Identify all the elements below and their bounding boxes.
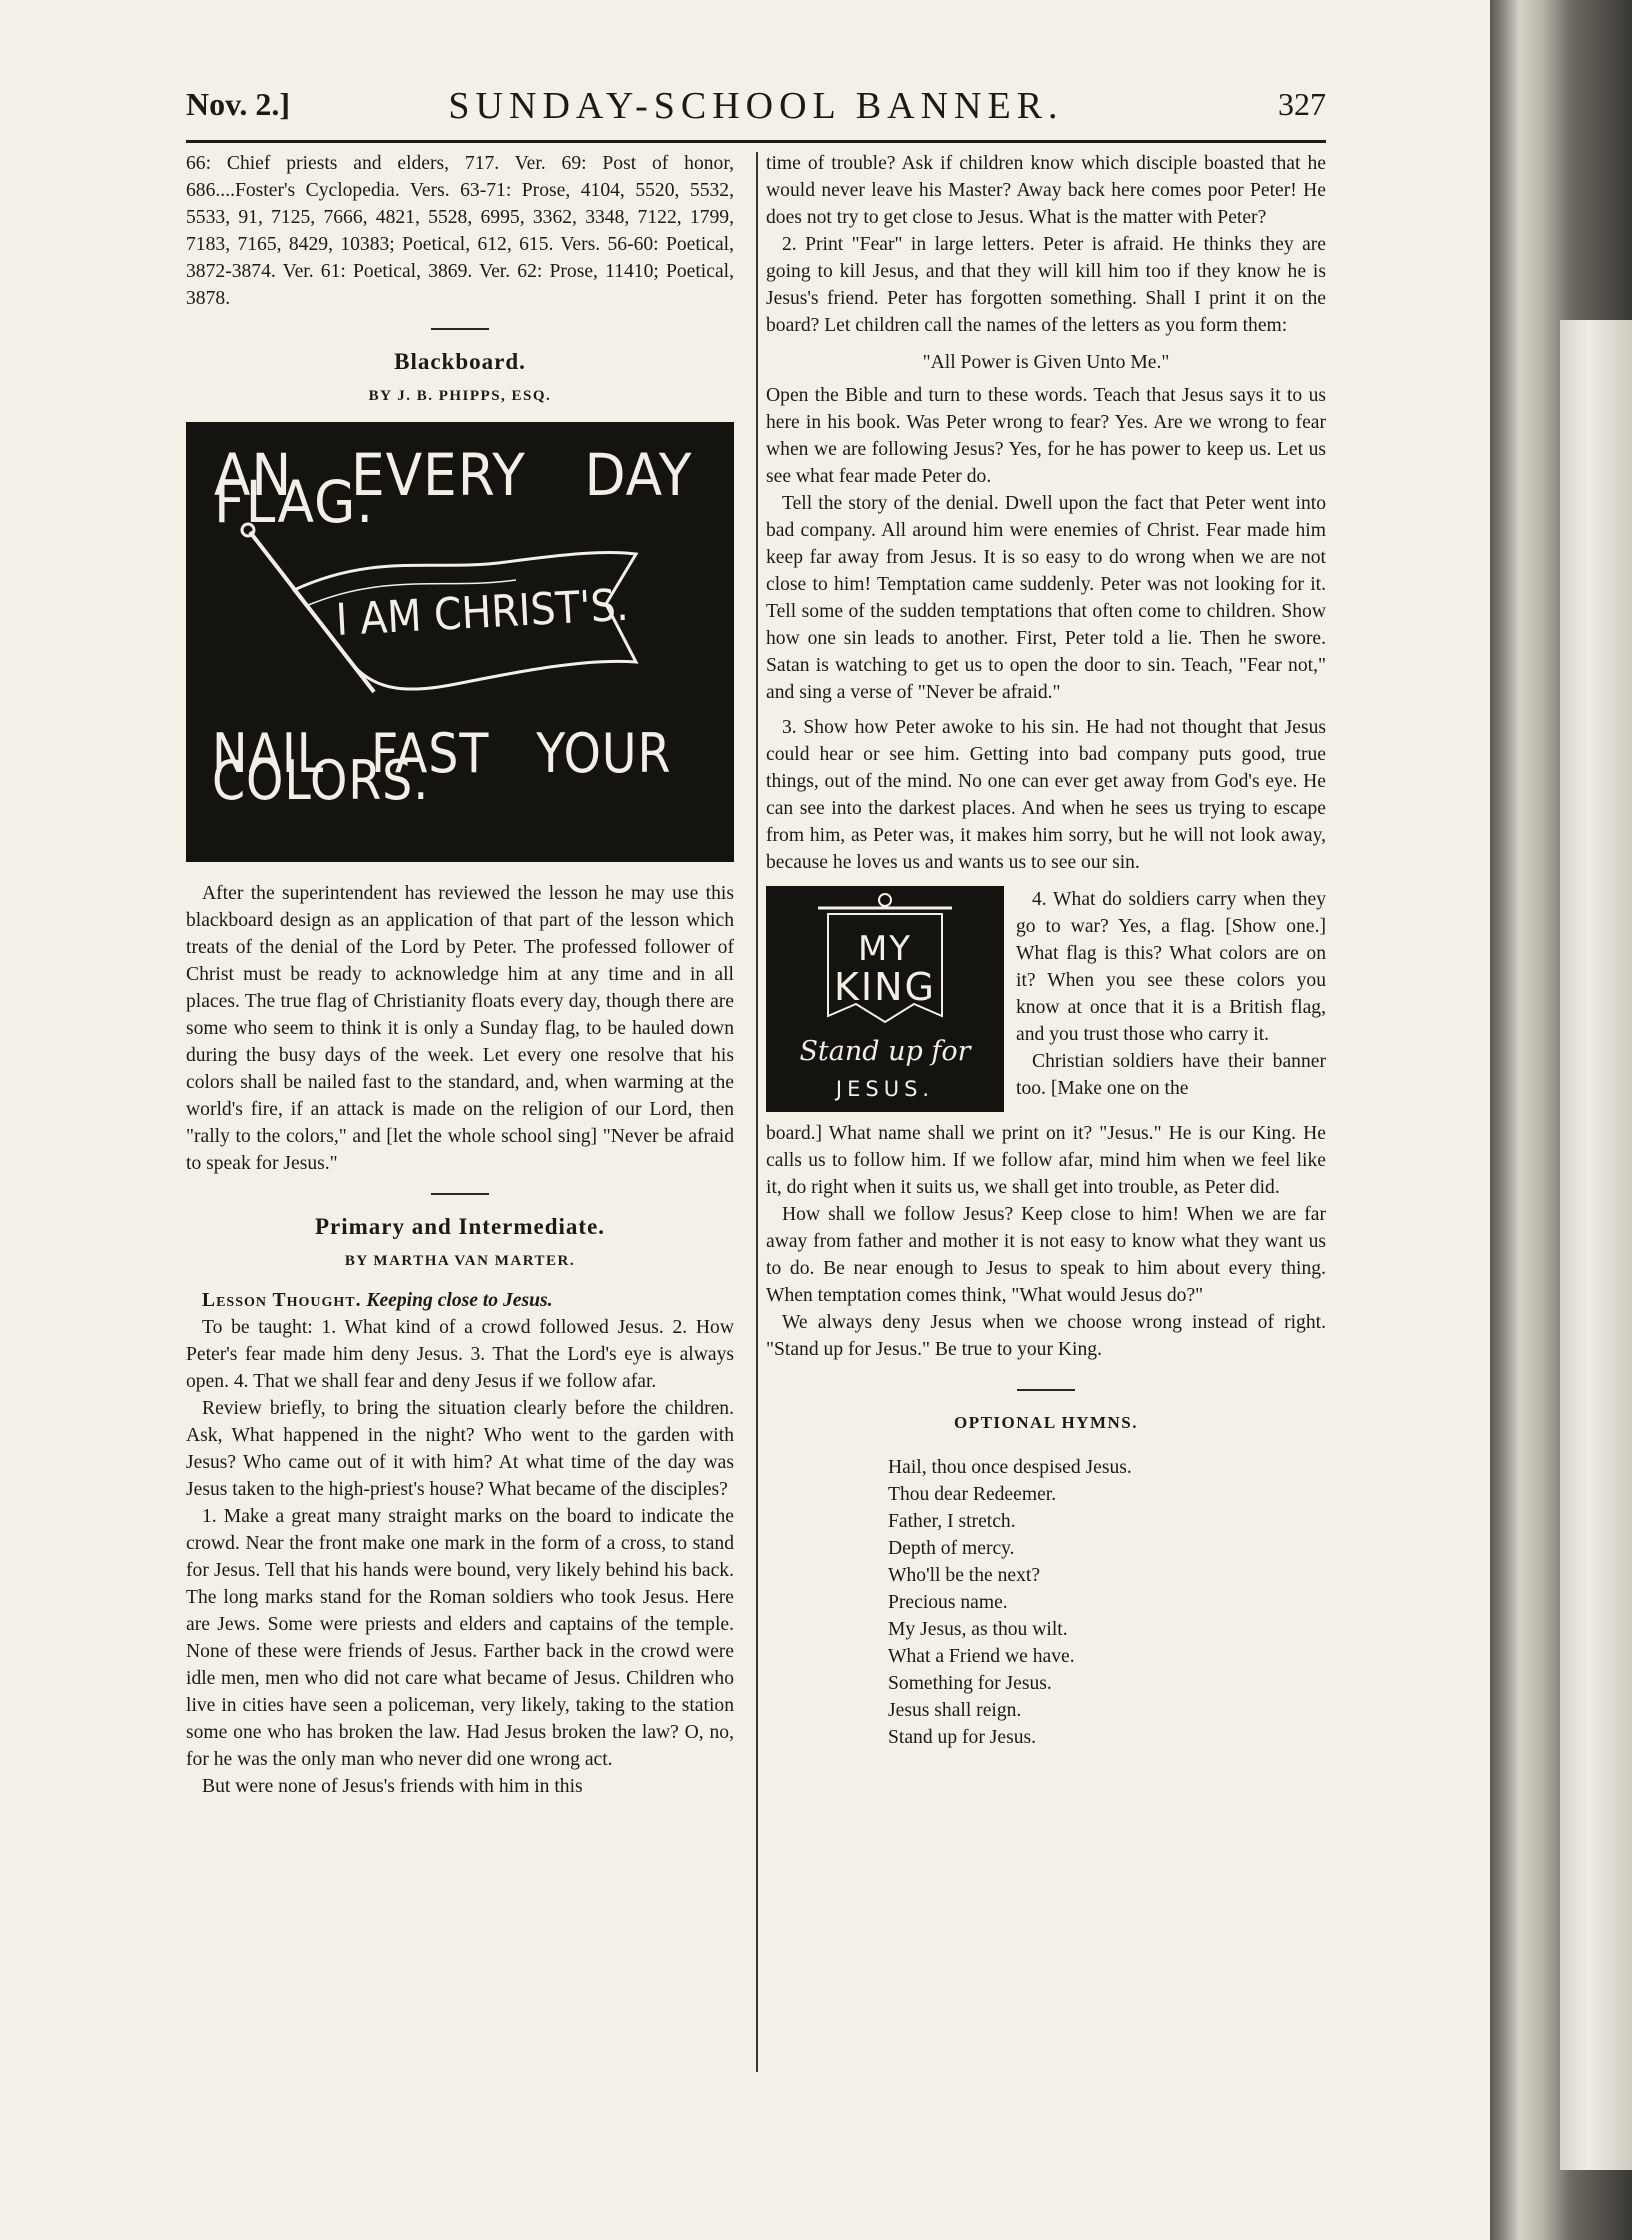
right-column — [766, 150, 1326, 1751]
list-item: Who'll be the next? — [888, 1565, 1041, 1586]
hymn-list — [766, 1454, 1326, 1751]
paragraph: To be taught: 1. What kind of a crowd followed Jesus. 2. How Peter's fear made him deny Jesus. 3. That the Lord's eye is always open. 4. That we shall fear and deny Jesus if we follow afar. — [186, 1317, 734, 1392]
paragraph: 1. Make a great many straight marks on the board to indicate the crowd. Near the front make one mark in the form of a cross, to stand for Jesus. Tell that his hands were bound, very likely behind his back. The long marks stand for the Roman soldiers who took Jesus. Here are Jews. Some were priests and elders and captains of the temple. None of these were friends of Jesus. Farther back in the crowd were idle men, men who did not care what became of Jesus. Children who live in cities have seen a policeman, very likely, taking to the station some one who has broken the law. Had Jesus broken the law? O, no, for he was the only man who never did one wrong act. — [186, 1506, 734, 1770]
list-item: Precious name. — [888, 1592, 1008, 1613]
blackboard-line-2: I AM CHRIST'S. — [334, 579, 630, 646]
paragraph: We always deny Jesus when we choose wrong instead of right. "Stand up for Jesus." Be true to your King. — [766, 1312, 1326, 1360]
masthead-title: SUNDAY-SCHOOL BANNER. — [448, 85, 1064, 127]
cyclopedia-references: 66: Chief priests and elders, 717. Ver. 69: Post of honor, 686....Foster's Cyclopedia. Vers. 63-71: Prose, 4104, 5520, 5532, 5533, 91, 7125, 7666, 4821, 5528, 6995, 3362, 3348, 7122, 1799, 7183, 7165, 8429, 10383; Poetical, 612, 615. Vers. 56-60: Poetical, 3872-3874. Ver. 61: Poetical, 3869. Ver. 62: Prose, 11410; Poetical, 3878. — [186, 153, 734, 309]
paragraph: Review briefly, to bring the situation clearly before the children. Ask, What happened in the night? Who went to the garden with Jesus? Who came out of it with him? At what time of the day was Jesus taken to the high-priest's house? What became of the disciples? — [186, 1398, 734, 1500]
list-item: Thou dear Redeemer. — [888, 1484, 1057, 1505]
header-rule — [186, 140, 1326, 143]
king-section — [766, 886, 1326, 1116]
lesson-thought — [186, 1287, 734, 1314]
page-number: 327 — [1278, 86, 1326, 122]
paragraph: 4. What do soldiers carry when they go to war? Yes, a flag. [Show one.] What flag is this? What colors are on it? When you see these colors you know at once that it is a British flag, and you trust those who carry it. — [1016, 889, 1326, 1045]
blackboard-body: After the superintendent has reviewed the lesson he may use this blackboard design as an application of that part of the lesson which treats of the denial of the Lord by Peter. The professed follower of Christ must be ready to acknowledge him at any time and in all places. The true flag of Christianity floats every day, though there are some who seem to think it is only a Sunday flag, to be hauled down during the busy days of the week. Let every one resolve that his colors shall be nailed fast to the standard, and, when warming at the world's fire, if an attack is made on the religion of our Lord, then "rally to the colors," and [let the whole school sing] "Never be afraid to speak for Jesus." — [186, 883, 734, 1174]
my-king-illustration — [766, 886, 1004, 1112]
list-item: Stand up for Jesus. — [888, 1727, 1037, 1748]
paragraph: Tell the story of the denial. Dwell upon the fact that Peter went into bad company. All around him were enemies of Christ. Fear made him keep far away from Jesus. It is so easy to do wrong when we are not close to him! Temptation came suddenly. Peter was not looking for it. Tell some of the sudden temptations that often come to children. Show how one sin leads to another. First, Peter told a lie. Then he swore. Satan is watching to get us to open the door to sin. Teach, "Fear not," and sing a verse of "Never be afraid." — [766, 493, 1326, 703]
paragraph: Christian soldiers have their banner too. [Make one on the — [1016, 1051, 1326, 1099]
left-column — [186, 150, 734, 1800]
paragraph: board.] What name shall we print on it? "Jesus." He is our King. He calls us to follow him. If we follow afar, mind him when we feel like it, do right when it suits us, we shall get into trouble, as Peter did. — [766, 1123, 1326, 1198]
paragraph: How shall we follow Jesus? Keep close to him! When we are far away from father and mother it is not easy to know what they want us to do. Be near enough to Jesus to speak to him about every thing. When temptation comes think, "What would Jesus do?" — [766, 1204, 1326, 1306]
primary-byline: BY MARTHA VAN MARTER. — [344, 1253, 576, 1269]
page-header — [186, 78, 1326, 138]
paragraph: But were none of Jesus's friends with him in this — [202, 1776, 583, 1797]
king-board-line-1: MY — [857, 929, 913, 969]
blackboard-line-1: AN EVERY DAY FLAG. — [214, 441, 693, 536]
list-item: Father, I stretch. — [888, 1511, 1016, 1532]
king-board-line-2: KING — [834, 965, 936, 1009]
list-item: Something for Jesus. — [888, 1673, 1052, 1694]
hymns-title: OPTIONAL HYMNS. — [953, 1413, 1139, 1432]
list-item: Depth of mercy. — [888, 1538, 1015, 1559]
king-side-text — [1016, 886, 1326, 1102]
primary-title: Primary and Intermediate. — [314, 1214, 606, 1239]
list-item: Jesus shall reign. — [888, 1700, 1022, 1721]
list-item: What a Friend we have. — [888, 1646, 1075, 1667]
paragraph: 2. Print "Fear" in large letters. Peter is afraid. He thinks they are going to kill Jesus, and that they will kill him too if they know he is Jesus's friend. Peter has forgotten something. Shall I print it on the board? Let children call the names of the letters as you form them: — [766, 234, 1326, 336]
king-board-line-3: Stand up for — [799, 1036, 971, 1067]
issue-date: Nov. 2.] — [186, 86, 290, 122]
paragraph: 3. Show how Peter awoke to his sin. He had not thought that Jesus could hear or see him. Getting into bad company puts good, true things, out of the mind. No one can ever get away from God's eye. He can see into the darkest places. And when he sees us trying to escape from him, as Peter was, it makes him sorry, but he will not look away, because he loves us and wants us to see our sin. — [766, 717, 1326, 873]
column-divider — [756, 152, 758, 2072]
board-quote: "All Power is Given Unto Me." — [922, 352, 1170, 373]
section-divider — [431, 1193, 489, 1195]
section-divider — [431, 328, 489, 330]
paragraph: Open the Bible and turn to these words. Teach that Jesus says it to us here in his book. Was Peter wrong to fear? Yes. Are we wrong to fear when we are following Jesus? Yes, for he has power to keep us. Let us see what fear made Peter do. — [766, 385, 1326, 487]
list-item: My Jesus, as thou wilt. — [888, 1619, 1068, 1640]
blackboard-title: Blackboard. — [394, 349, 526, 374]
blackboard-byline: BY J. B. PHIPPS, ESQ. — [368, 388, 552, 404]
blackboard-line-3: NAIL FAST YOUR COLORS. — [212, 722, 672, 812]
page-edge — [1560, 320, 1632, 2170]
blackboard-illustration — [186, 422, 734, 862]
lesson-thought-text: Keeping close to Jesus. — [366, 1290, 553, 1311]
lesson-thought-label: Lesson Thought. — [202, 1290, 362, 1311]
section-divider — [1017, 1389, 1075, 1391]
list-item: Hail, thou once despised Jesus. — [888, 1457, 1132, 1478]
king-board-line-4: JESUS. — [835, 1077, 935, 1101]
paragraph: time of trouble? Ask if children know which disciple boasted that he would never leave his Master? Away back here comes poor Peter! He does not try to get close to Jesus. What is the matter with Peter? — [766, 153, 1326, 228]
